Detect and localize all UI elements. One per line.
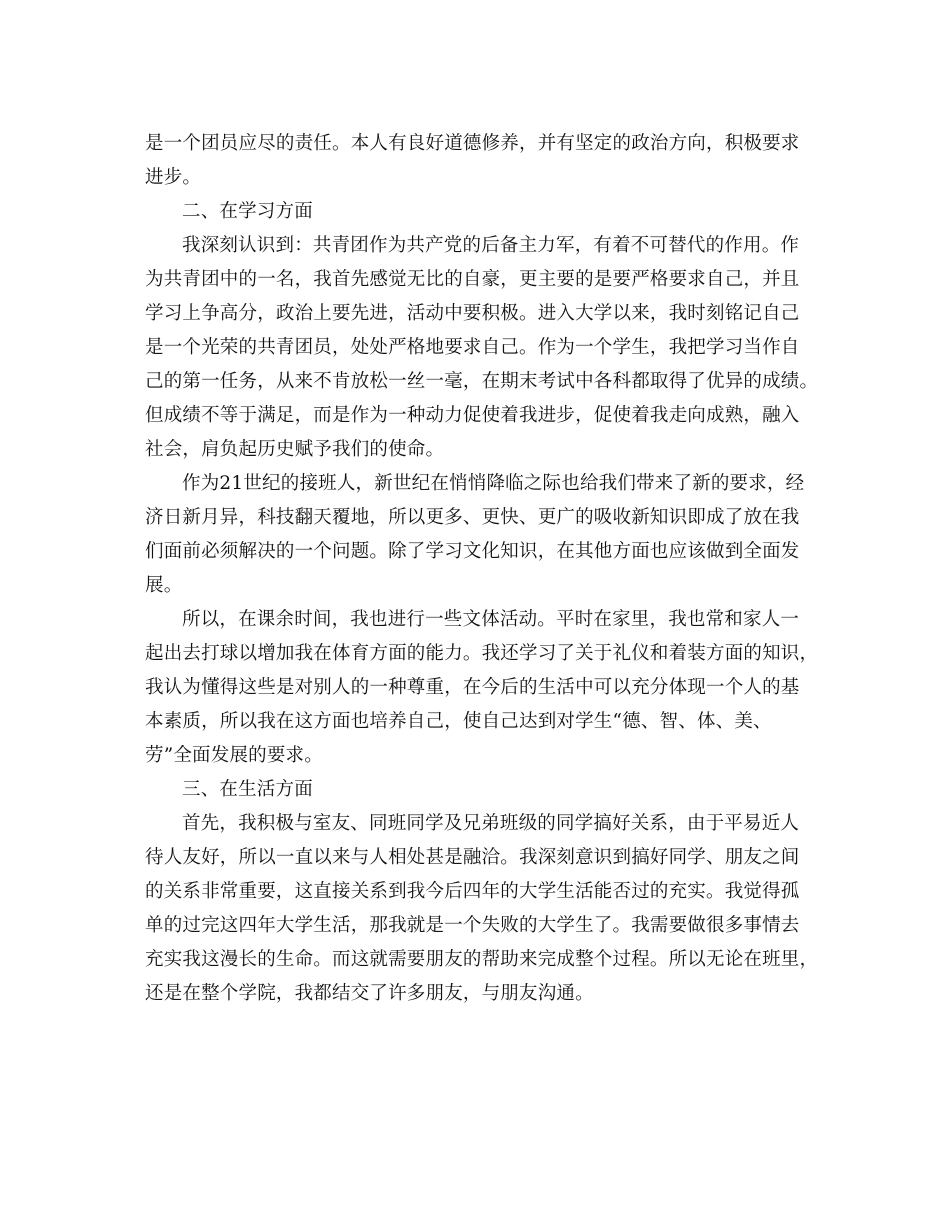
document-body xyxy=(145,127,819,1011)
text-line: 社会，肩负起历史赋予我们的使命。 xyxy=(145,439,445,460)
text-line: 待人友好，所以一直以来与人相处甚是融洽。我深刻意识到搞好同学、朋友之间 xyxy=(145,847,800,868)
text-line: 我深刻认识到：共青团作为共产党的后备主力军，有着不可替代的作用。作 xyxy=(182,235,800,256)
text-line: 三、在生活方面 xyxy=(182,779,313,800)
text-line: 本素质，所以我在这方面也培养自己，使自己达到对学生“德、智、体、美、 xyxy=(145,711,772,732)
text-line: 是一个团员应尽的责任。本人有良好道德修养，并有坚定的政治方向，积极要求 xyxy=(145,133,800,154)
text-line: 所以，在课余时间，我也进行一些文体活动。平时在家里，我也常和家人一 xyxy=(182,609,800,630)
text-line: 充实我这漫长的生命。而这就需要朋友的帮助来完成整个过程。所以无论在班里， xyxy=(145,949,819,970)
text-line: 是一个光荣的共青团员，处处严格地要求自己。作为一个学生，我把学习当作自 xyxy=(145,337,800,358)
text-line: 我认为懂得这些是对别人的一种尊重，在今后的生活中可以充分体现一个人的基 xyxy=(145,677,800,698)
text-line: 己的第一任务，从来不肯放松一丝一毫，在期末考试中各科都取得了优异的成绩。 xyxy=(145,371,819,392)
text-line: 单的过完这四年大学生活，那我就是一个失败的大学生了。我需要做很多事情去 xyxy=(145,915,800,936)
text-line: 们面前必须解决的一个问题。除了学习文化知识，在其他方面也应该做到全面发 xyxy=(145,541,800,562)
text-line: 劳”全面发展的要求。 xyxy=(145,745,323,766)
text-line: 还是在整个学院，我都结交了许多朋友，与朋友沟通。 xyxy=(145,983,594,1004)
text-line: 展。 xyxy=(145,575,183,596)
text-line: 起出去打球以增加我在体育方面的能力。我还学习了关于礼仪和着装方面的知识， xyxy=(145,643,819,664)
text-line: 济日新月异，科技翻天覆地，所以更多、更快、更广的吸收新知识即成了放在我 xyxy=(145,507,800,528)
text-line: 学习上争高分，政治上要先进，活动中要积极。进入大学以来，我时刻铭记自己 xyxy=(145,303,800,324)
text-line: 作为21世纪的接班人，新世纪在悄悄降临之际也给我们带来了新的要求，经 xyxy=(182,473,805,494)
text-line: 为共青团中的一名，我首先感觉无比的自豪，更主要的是要严格要求自己，并且 xyxy=(145,269,800,290)
text-line: 的关系非常重要，这直接关系到我今后四年的大学生活能否过的充实。我觉得孤 xyxy=(145,881,800,902)
text-line: 进步。 xyxy=(145,167,202,188)
text-line: 首先，我积极与室友、同班同学及兄弟班级的同学搞好关系，由于平易近人 xyxy=(182,813,800,834)
text-line: 二、在学习方面 xyxy=(182,201,313,222)
text-line: 但成绩不等于满足，而是作为一种动力促使着我进步，促使着我走向成熟，融入 xyxy=(145,405,800,426)
